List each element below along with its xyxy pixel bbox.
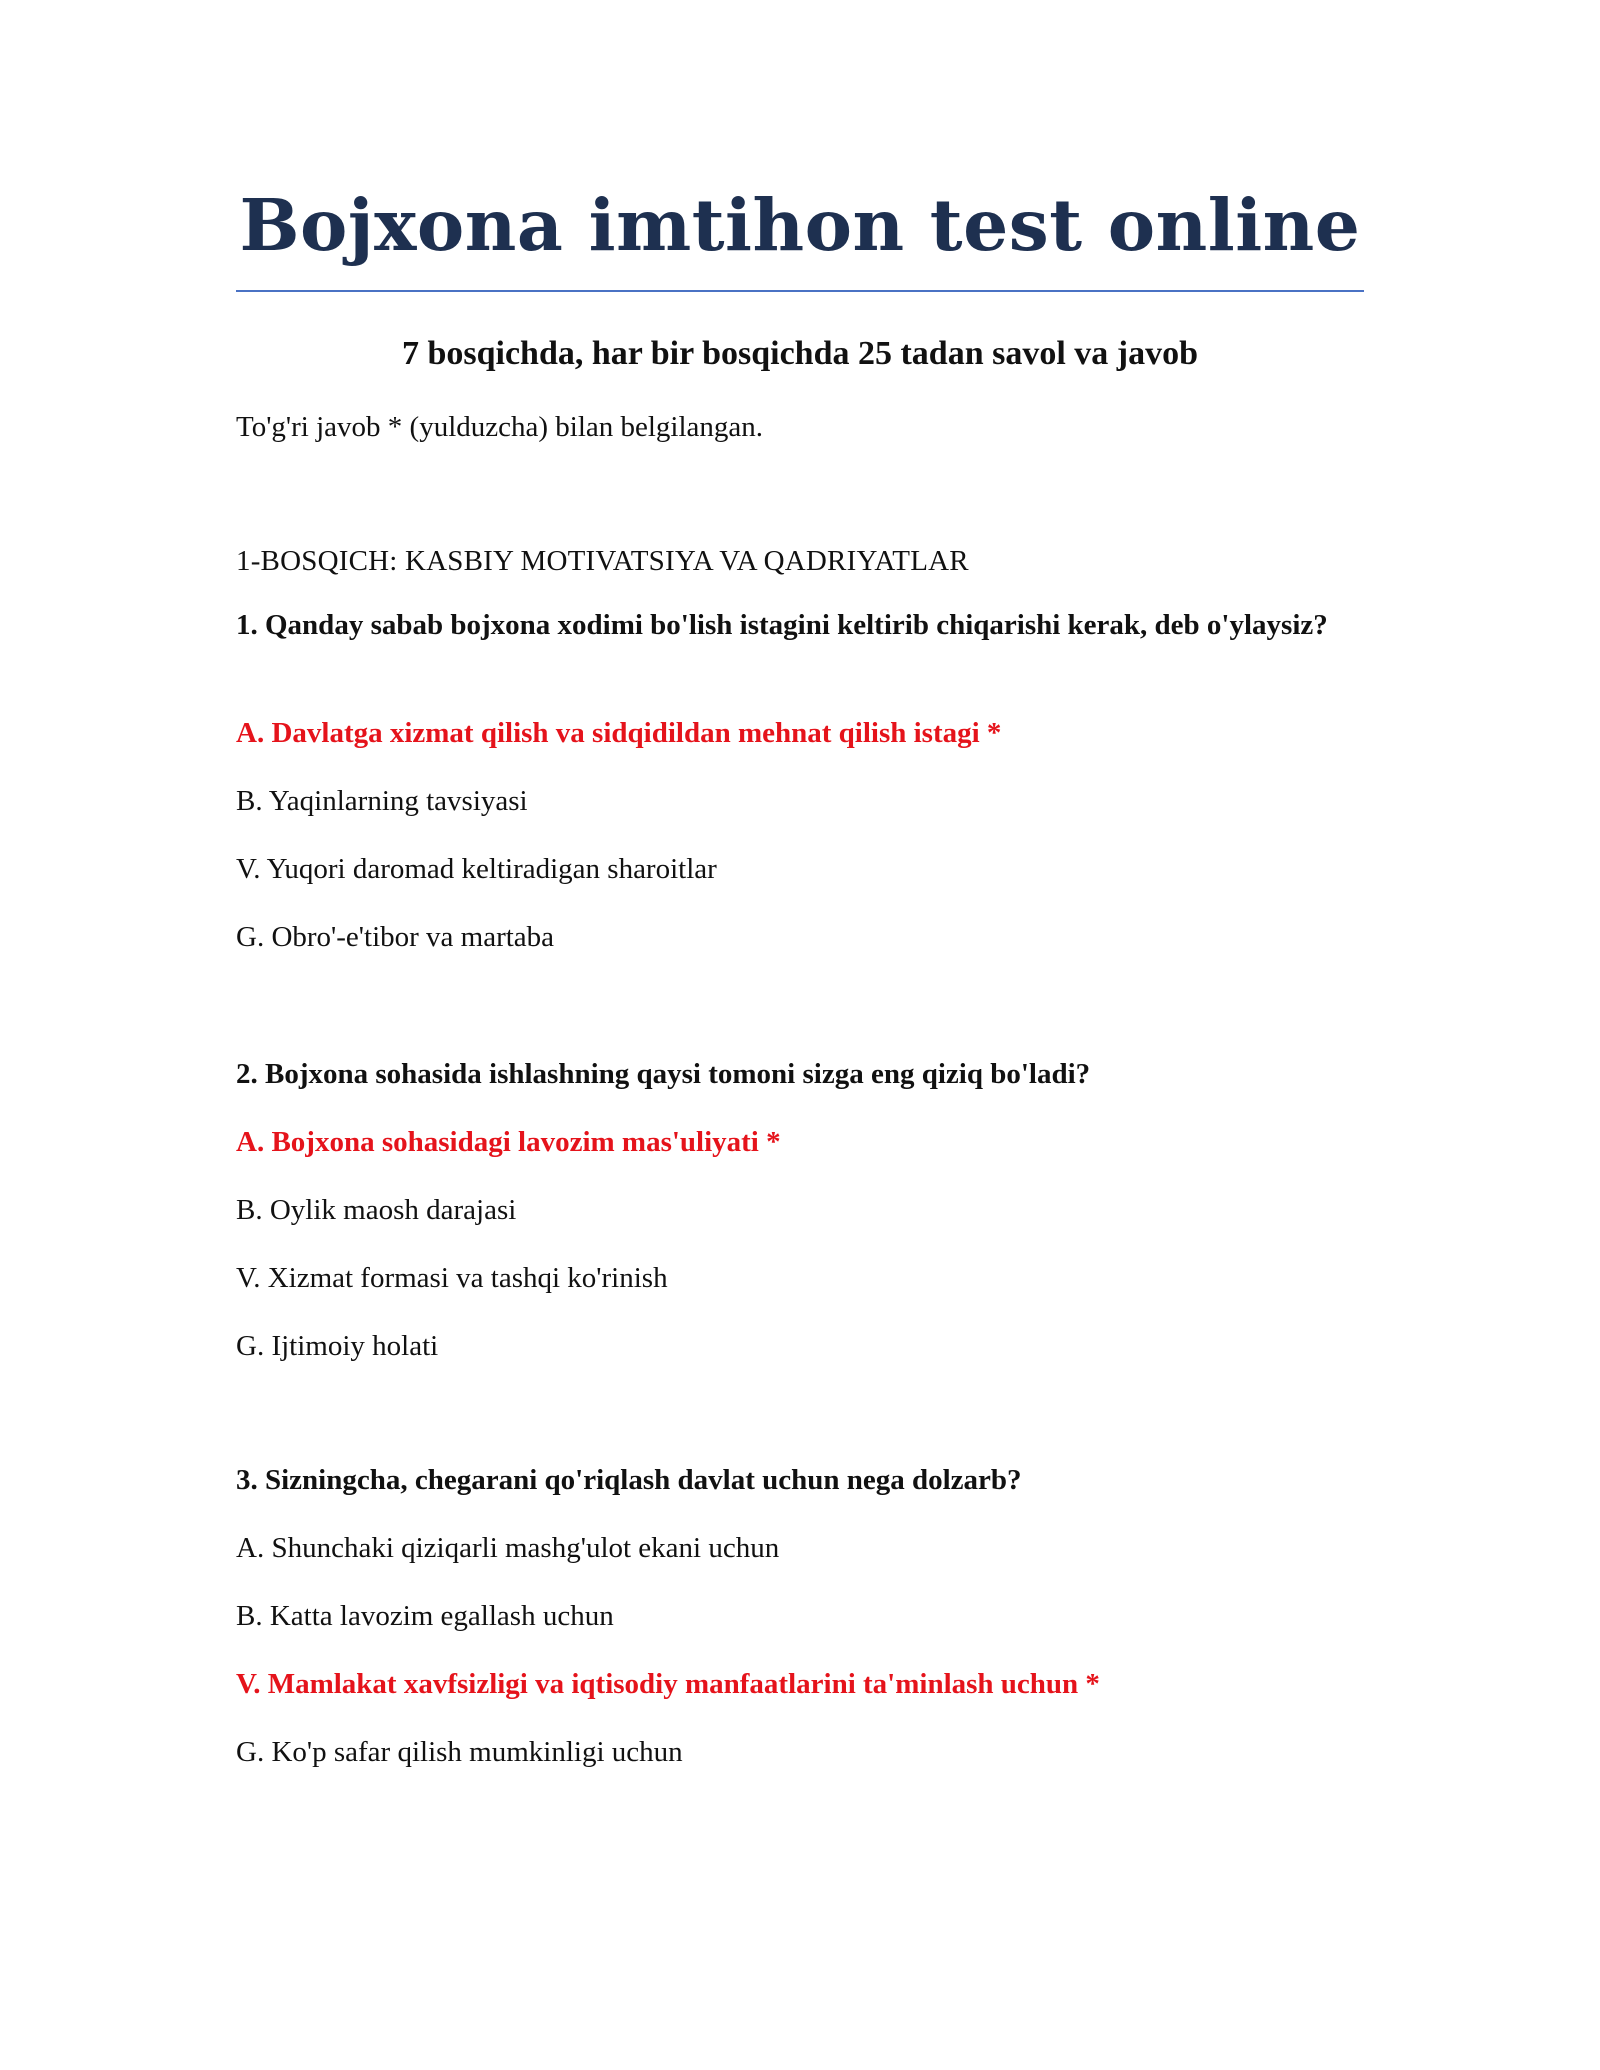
question-2-option-b: B. Oylik maosh darajasi	[236, 1194, 517, 1226]
question-1-option-v: V. Yuqori daromad keltiradigan sharoitlar	[236, 853, 717, 885]
question-1-option-a: A. Davlatga xizmat qilish va sidqidildan mehnat qilish istagi *	[236, 717, 1002, 749]
question-3-option-a: A. Shunchaki qiziqarli mashg'ulot ekani uchun	[236, 1532, 780, 1564]
question-3-option-b: B. Katta lavozim egallash uchun	[236, 1600, 614, 1632]
answer-key-note: To'g'ri javob * (yulduzcha) bilan belgilangan.	[236, 411, 764, 443]
page-title: Bojxona imtihon test online	[239, 183, 1361, 267]
question-1-text: 1. Qanday sabab bojxona xodimi bo'lish istagini keltirib chiqarishi kerak, deb o'ylaysiz?	[236, 609, 1328, 641]
question-2-option-g: G. Ijtimoiy holati	[236, 1330, 439, 1362]
question-2-text: 2. Bojxona sohasida ishlashning qaysi tomoni sizga eng qiziq bo'ladi?	[236, 1058, 1091, 1090]
section-heading: 1-BOSQICH: KASBIY MOTIVATSIYA VA QADRIYATLAR	[236, 545, 969, 577]
title-underline	[236, 290, 1364, 292]
question-3-option-g: G. Ko'p safar qilish mumkinligi uchun	[236, 1736, 683, 1768]
question-3-option-v: V. Mamlakat xavfsizligi va iqtisodiy manfaatlarini ta'minlash uchun *	[236, 1668, 1100, 1700]
question-2-option-v: V. Xizmat formasi va tashqi ko'rinish	[236, 1262, 668, 1294]
question-1-option-b: B. Yaqinlarning tavsiyasi	[236, 785, 528, 817]
question-1-option-g: G. Obro'-e'tibor va martaba	[236, 921, 555, 953]
page-subtitle: 7 bosqichda, har bir bosqichda 25 tadan savol va javob	[401, 335, 1199, 372]
question-2-option-a: A. Bojxona sohasidagi lavozim mas'uliyati *	[236, 1126, 781, 1158]
question-3-text: 3. Sizningcha, chegarani qo'riqlash davlat uchun nega dolzarb?	[236, 1464, 1022, 1496]
